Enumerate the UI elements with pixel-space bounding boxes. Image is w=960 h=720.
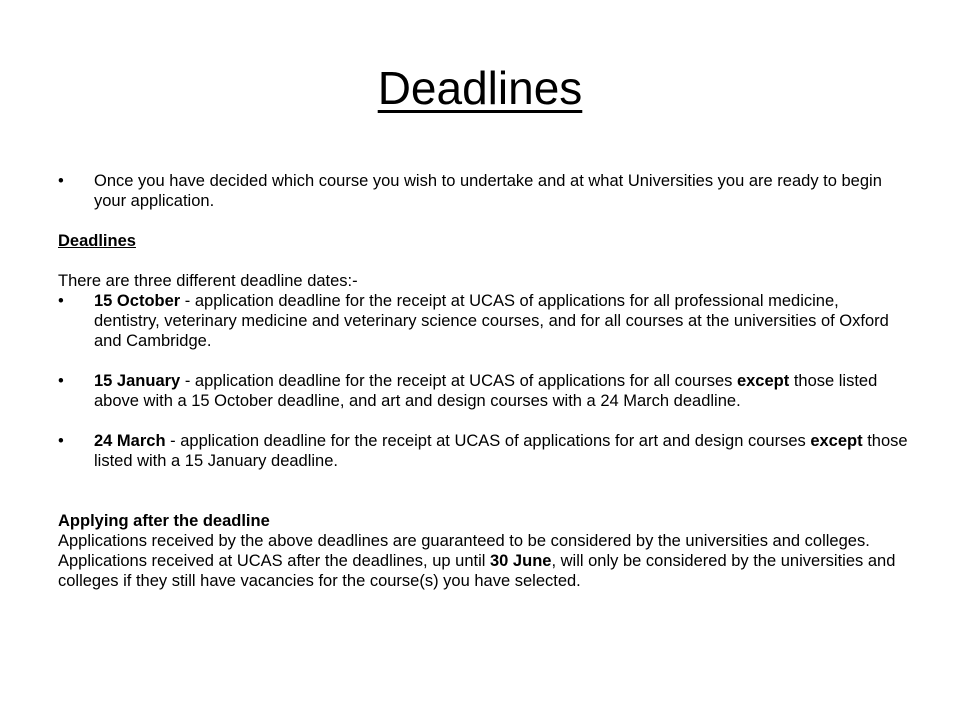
deadline-item	[58, 371, 908, 411]
bullet-icon: •	[58, 172, 64, 190]
deadline-emphasis: except	[810, 432, 863, 450]
deadline-text: - application deadline for the receipt at UCAS of applications for all courses	[180, 372, 737, 390]
deadline-date: 24 March	[94, 432, 166, 450]
deadline-emphasis: except	[736, 372, 790, 390]
deadline-date: 15 January	[94, 372, 181, 390]
page-title: Deadlines	[377, 62, 583, 114]
intro-bullet	[58, 171, 908, 211]
deadline-item	[58, 431, 908, 471]
deadline-date: 15 October	[94, 292, 181, 310]
deadline-text: - application deadline for the receipt at UCAS of applications for art and design courses	[165, 432, 811, 450]
bullet-icon: •	[58, 372, 64, 390]
subheading: Deadlines	[58, 232, 136, 250]
slide-body	[58, 171, 908, 591]
deadline-text-rest: those listed with a 15 January deadline.	[94, 432, 908, 470]
after-text: Applications received by the above deadlines are guaranteed to be considered by the universities and colleges. Applications received at UCAS after the deadlines, up until	[58, 532, 870, 570]
intro-text: Once you have decided which course you wish to undertake and at what Universities you are ready to begin your application.	[94, 172, 882, 210]
after-section	[58, 511, 908, 591]
deadline-text-rest: those listed above with a 15 October deadline, and art and design courses with a 24 March deadline.	[94, 372, 878, 410]
after-emphasis: 30 June	[490, 552, 552, 570]
bullet-icon: •	[58, 432, 64, 450]
after-heading: Applying after the deadline	[58, 512, 270, 530]
after-text-rest: , will only be considered by the universities and colleges if they still have vacancies for the course(s) you have selected.	[58, 552, 896, 590]
bullet-icon: •	[58, 292, 64, 310]
deadline-text: - application deadline for the receipt at UCAS of applications for all professional medicine, dentistry, veterinary medicine and veterinary science courses, and for all courses at the universities of Oxford and Cambridge.	[94, 292, 889, 350]
lead-text: There are three different deadline dates:-	[58, 272, 358, 290]
deadline-item	[58, 291, 908, 351]
